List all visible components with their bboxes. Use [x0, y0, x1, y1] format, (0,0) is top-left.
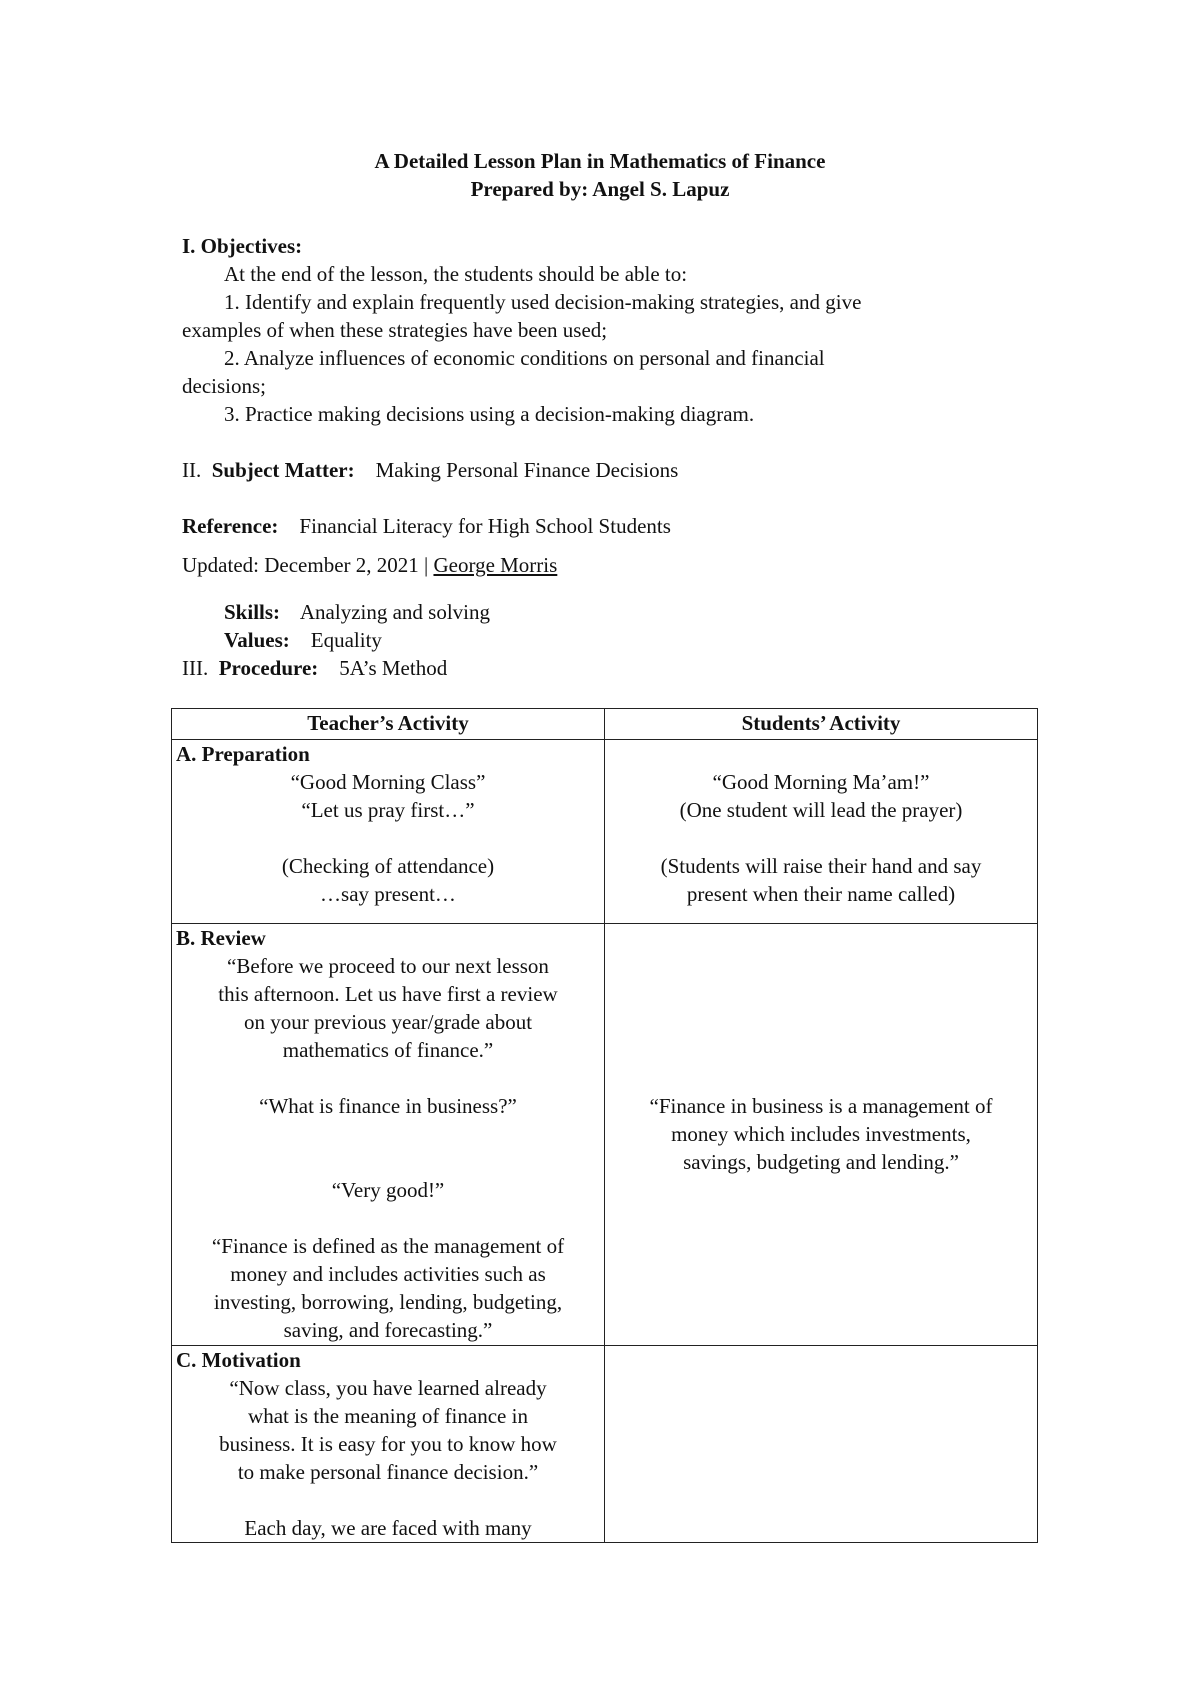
cell-text-line: Each day, we are faced with many [244, 1516, 532, 1540]
cell-text-line [609, 1036, 1033, 1064]
table-row [172, 740, 1038, 924]
skills-line [224, 598, 490, 626]
cell-text-line: “Very good!” [331, 1178, 445, 1202]
objective-1-line1: 1. Identify and explain frequently used decision-making strategies, and give [224, 290, 862, 314]
cell-text-line [176, 1204, 600, 1232]
objective-2-line1: 2. Analyze influences of economic conditions on personal and financial [224, 346, 825, 370]
subject-numeral: II. [182, 458, 202, 482]
preparation-heading: A. Preparation [176, 742, 310, 766]
cell-text-line: “Finance is defined as the management of [211, 1234, 565, 1258]
reference-label: Reference: [182, 514, 279, 538]
review-teacher-lines [176, 952, 600, 1344]
motivation-student-cell [605, 1346, 1038, 1543]
objectives-heading: I. Objectives: [182, 234, 303, 258]
objective-3: 3. Practice making decisions using a decision-making diagram. [224, 402, 755, 426]
cell-text-line: “Finance in business is a management of [649, 1094, 993, 1118]
document-title: A Detailed Lesson Plan in Mathematics of Finance [374, 149, 826, 173]
objective-1-line2: examples of when these strategies have been used; [182, 318, 608, 342]
review-student-cell [605, 924, 1038, 1346]
cell-text-line: investing, borrowing, lending, budgeting, [213, 1290, 563, 1314]
cell-text-line [609, 1008, 1033, 1036]
cell-text-line: business. It is easy for you to know how [219, 1432, 557, 1456]
cell-text-line [176, 1064, 600, 1092]
cell-text-line: present when their name called) [686, 882, 956, 906]
skills-label: Skills: [224, 600, 281, 624]
skills-value: Analyzing and solving [299, 600, 491, 624]
preparation-student-lines [609, 768, 1033, 908]
review-heading: B. Review [176, 926, 266, 950]
cell-text-line: “Good Morning Class” [290, 770, 486, 794]
preparation-teacher-cell [172, 740, 605, 924]
preparation-student-cell [605, 740, 1038, 924]
cell-text-line [609, 824, 1033, 852]
cell-text-line: savings, budgeting and lending.” [683, 1150, 959, 1174]
cell-text-line: mathematics of finance.” [282, 1038, 494, 1062]
values-label: Values: [224, 628, 290, 652]
cell-text-line: “Before we proceed to our next lesson [227, 954, 549, 978]
review-student-lines [609, 952, 1033, 1176]
motivation-teacher-lines [176, 1374, 600, 1542]
cell-text-line [176, 1148, 600, 1176]
procedure-line [182, 654, 447, 682]
students-activity-header: Students’ Activity [605, 709, 1038, 740]
cell-text-line: what is the meaning of finance in [248, 1404, 528, 1428]
procedure-label: Procedure: [218, 656, 319, 680]
author-link[interactable]: George Morris [433, 553, 558, 577]
prepared-by: Prepared by: Angel S. Lapuz [470, 177, 730, 201]
cell-text-line: (One student will lead the prayer) [679, 798, 963, 822]
cell-text-line: “Let us pray first…” [301, 798, 475, 822]
procedure-numeral: III. [182, 656, 209, 680]
cell-text-line: “Now class, you have learned already [229, 1376, 547, 1400]
subject-matter-line [182, 456, 678, 484]
motivation-heading: C. Motivation [176, 1348, 301, 1372]
review-teacher-cell [172, 924, 605, 1346]
values-line [224, 626, 382, 654]
cell-text-line: money which includes investments, [671, 1122, 971, 1146]
cell-text-line: money and includes activities such as [230, 1262, 546, 1286]
updated-line [182, 551, 557, 579]
cell-text-line [176, 1486, 600, 1514]
cell-text-line: “What is finance in business?” [259, 1094, 517, 1118]
objective-2-line2: decisions; [182, 374, 266, 398]
cell-text-line [609, 980, 1033, 1008]
cell-text-line [609, 1064, 1033, 1092]
cell-text-line: to make personal finance decision.” [237, 1460, 539, 1484]
subject-value: Making Personal Finance Decisions [375, 458, 679, 482]
cell-text-line [176, 824, 600, 852]
table-header-row [172, 709, 1038, 740]
cell-text-line: on your previous year/grade about [243, 1010, 533, 1034]
reference-value: Financial Literacy for High School Students [299, 514, 671, 538]
motivation-teacher-cell [172, 1346, 605, 1543]
preparation-teacher-lines [176, 768, 600, 908]
procedure-value: 5A’s Method [339, 656, 448, 680]
subject-label: Subject Matter: [211, 458, 355, 482]
cell-text-line [609, 952, 1033, 980]
cell-text-line [176, 1120, 600, 1148]
updated-text: Updated: December 2, 2021 | [182, 553, 434, 577]
reference-line [182, 512, 671, 540]
cell-text-line: this afternoon. Let us have first a review [218, 982, 558, 1006]
cell-text-line: “Good Morning Ma’am!” [712, 770, 930, 794]
cell-text-line: (Students will raise their hand and say [660, 854, 982, 878]
cell-text-line: …say present… [320, 882, 456, 906]
cell-text-line: saving, and forecasting.” [283, 1318, 493, 1342]
cell-text-line: (Checking of attendance) [281, 854, 495, 878]
objectives-intro: At the end of the lesson, the students should be able to: [224, 262, 688, 286]
table-row [172, 1346, 1038, 1543]
activity-table [171, 708, 1038, 1543]
values-value: Equality [310, 628, 382, 652]
table-row [172, 924, 1038, 1346]
teacher-activity-header: Teacher’s Activity [172, 709, 605, 740]
